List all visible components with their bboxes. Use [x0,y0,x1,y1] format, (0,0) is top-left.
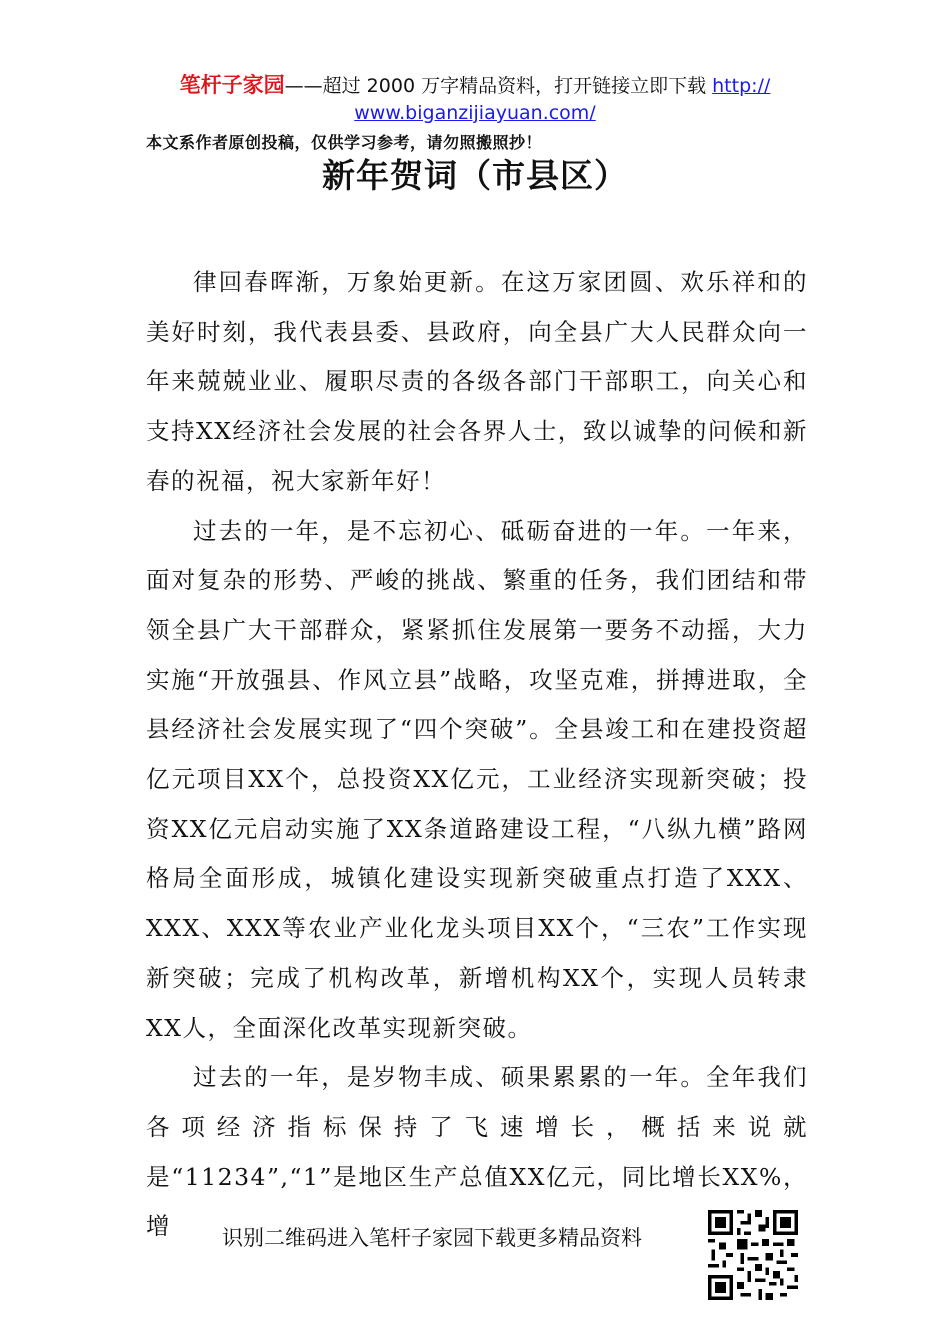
qr-code-icon[interactable] [708,1210,798,1300]
brand-name: 笔杆子家园 [179,73,285,97]
document-body [146,258,808,1252]
paragraph: 过去的一年，是岁物丰成、硕果累累的一年。全年我们各项经济指标保持了飞速增长，概括来说就是“11234”,“1”是地区生产总值XX亿元，同比增长XX%，增 [146,1063,808,1241]
paragraph: 过去的一年，是不忘初心、砥砺奋进的一年。一年来，面对复杂的形势、严峻的挑战、繁重的任务，我们团结和带领全县广大干部群众，紧紧抓住发展第一要务不动摇，大力实施“开放强县、作风立县”战略，攻坚克难，拼搏进取，全县经济社会发展实现了“四个突破”。全县竣工和在建投资超亿元项目XX个，总投资XX亿元，工业经济实现新突破；投资XX亿元启动实施了XX条道路建设工程，“八纵九横”路网格局全面形成，城镇化建设实现新突破重点打造了XXX、XXX、XXX等农业产业化龙头项目XX个，“三农”工作实现新突破；完成了机构改革，新增机构XX个，实现人员转隶XX人，全面深化改革实现新突破。 [146,516,808,1042]
header-line-2 [0,100,950,127]
copyright-notice: 本文系作者原创投稿，仅供学习参考，请勿照搬照抄！ [146,133,543,152]
document-title: 新年贺词（市县区） [322,156,628,195]
header-tagline: ——超过 2000 万字精品资料，打开链接立即下载 [284,75,713,97]
site-header [0,72,950,127]
site-link-part-1[interactable]: http:// [712,75,771,97]
header-line-1 [0,72,950,100]
footer-text: 识别二维码进入笔杆子家园下载更多精品资料 [222,1226,642,1250]
paragraph: 律回春晖渐，万象始更新。在这万家团圆、欢乐祥和的美好时刻，我代表县委、县政府，向全县广大人民群众向一年来兢兢业业、履职尽责的各级各部门干部职工，向关心和支持XX经济社会发展的社会各界人士，致以诚挚的问候和新春的祝福，祝大家新年好！ [146,268,808,495]
site-link-part-2[interactable]: www.biganzijiayuan.com/ [354,102,596,124]
